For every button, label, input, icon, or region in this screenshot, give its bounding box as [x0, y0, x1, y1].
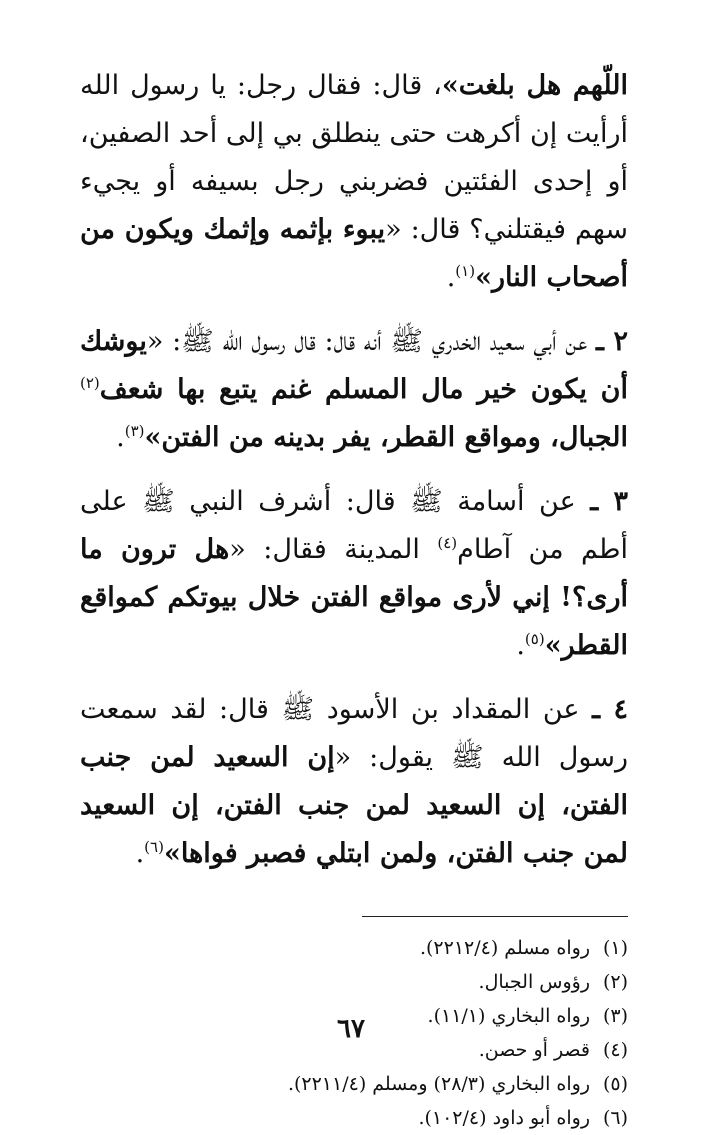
footnote-number: (٦)	[602, 1107, 628, 1129]
footnote-text: رؤوس الجبال.	[478, 971, 590, 993]
item-number: ٣ ـ	[590, 486, 628, 517]
footnote-number: (٣)	[602, 1005, 628, 1027]
footnote-text: قصر أو حصن.	[478, 1039, 590, 1061]
bold-text: هل ترون ما أرى؟! إني لأرى مواقع الفتن خلال بيوتكم كمواقع القطر»	[80, 534, 628, 661]
period: .	[135, 838, 145, 869]
body-text: عن المقداد بن الأسود ﷺ قال: لقد سمعت رسول الله ﷺ يقول: «	[80, 694, 628, 773]
footnote-divider	[362, 916, 628, 917]
footnote-ref: (٤)	[437, 534, 458, 552]
period: .	[446, 262, 456, 293]
bold-text: اللّهم هل بلغت»	[441, 70, 628, 101]
item-number: ٤ ـ	[592, 694, 628, 725]
footnote-5	[80, 1067, 628, 1101]
paragraph-2	[80, 318, 628, 462]
period: .	[516, 630, 525, 661]
footnote-text: رواه مسلم (٢٢١٢/٤).	[419, 937, 590, 959]
footnote-number: (٢)	[602, 971, 628, 993]
footnote-text: رواه أبو داود (١٠٢/٤).	[418, 1107, 590, 1129]
body-text: عن أبي سعيد الخدري ﷺ أنه قال: قال رسول الله ﷺ: «	[146, 326, 597, 357]
item-number: ٢ ـ	[596, 326, 628, 357]
bold-text: الجبال، ومواقع القطر، يفر بدينه من الفتن»	[144, 422, 628, 453]
footnote-ref: (٥)	[524, 630, 545, 648]
footnote-ref: (٣)	[124, 422, 145, 440]
paragraph-1	[80, 62, 628, 302]
footnote-number: (١)	[602, 937, 628, 959]
body-text: ، قال: فقال رجل: يا رسول الله أرأيت إن أكرهت حتى ينطلق بي إلى أحد الصفين، أو إحدى الفئتين فضربني رجل بسيفه أو يجيء سهم فيقتلني؟ قال: «	[80, 70, 629, 245]
footnote-text: رواه البخاري (١١/١).	[427, 1005, 590, 1027]
period: .	[116, 422, 125, 453]
footnote-number: (٤)	[602, 1039, 628, 1061]
footnote-number: (٥)	[602, 1073, 628, 1095]
footnote-2	[80, 965, 628, 999]
footnote-ref: (٢)	[80, 374, 100, 392]
paragraph-4	[80, 686, 628, 878]
footnote-ref: (١)	[455, 262, 476, 280]
body-text: عن أسامة ﷺ قال: أشرف النبي ﷺ على أطم من آطام	[80, 486, 629, 565]
footnote-text: رواه البخاري (٢٨/٣) ومسلم (٢٢١١/٤).	[287, 1073, 590, 1095]
bold-text: يوشك أن يكون خير مال المسلم غنم يتبع بها شعف	[80, 326, 628, 405]
page-number: ٦٧	[337, 1014, 365, 1044]
footnote-1	[80, 931, 628, 965]
bold-text: إن السعيد لمن جنب الفتن، إن السعيد لمن جنب الفتن، إن السعيد لمن جنب الفتن، ولمن ابتلي فصبر فواها»	[80, 742, 628, 869]
paragraph-3	[80, 478, 628, 670]
bold-text: يبوء بإثمه وإثمك ويكون من أصحاب النار»	[80, 214, 628, 293]
body-text: المدينة فقال: «	[229, 534, 438, 565]
footnote-6	[80, 1101, 628, 1135]
footnote-ref: (٦)	[144, 838, 164, 856]
main-text	[80, 62, 628, 878]
